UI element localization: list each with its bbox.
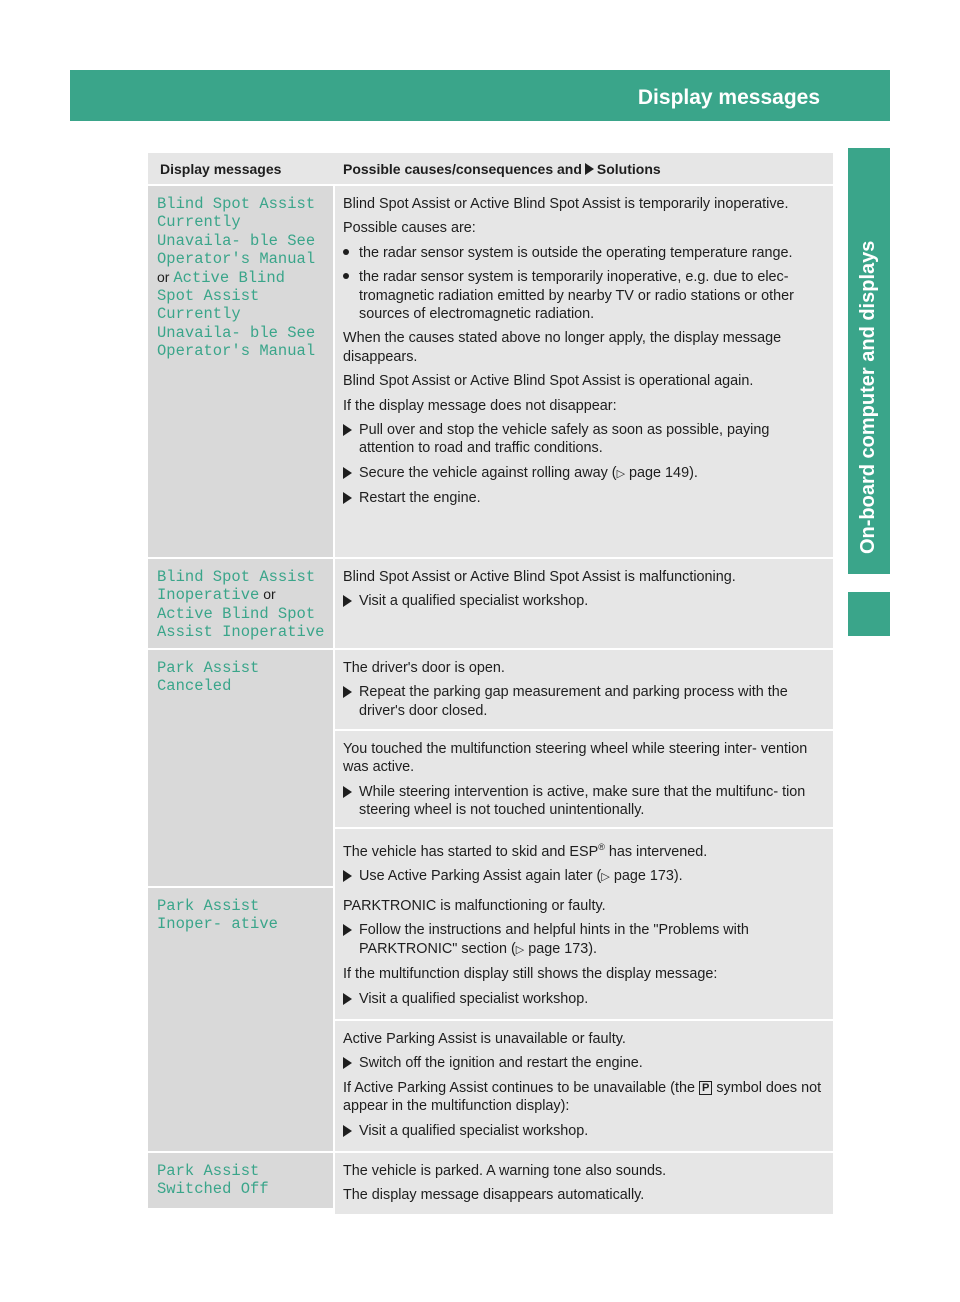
action-step: Pull over and stop the vehicle safely as soon as possible, paying attention to road and traffic conditions. (343, 421, 827, 458)
parking-symbol-icon: P (699, 1081, 712, 1095)
page-ref-icon: ▷ (601, 871, 610, 884)
action-step: Follow the instructions and helpful hints in the "Problems with PARKTRONIC" section (▷ page 173). (343, 921, 827, 959)
table-row (148, 186, 833, 559)
action-step: Secure the vehicle against rolling away (▷ page 149). (343, 464, 827, 483)
page-ref-icon: ▷ (515, 943, 525, 956)
display-message: Blind Spot Assist Inoperative or Active Blind Spot Assist Inoperative (148, 559, 335, 648)
page-ref-icon: ▷ (616, 467, 626, 480)
solutions (335, 650, 833, 886)
solution-cell: Blind Spot Assist or Active Blind Spot Assist is malfunctioning. Visit a qualified specialist workshop. (335, 559, 833, 648)
display-message: Blind Spot Assist Currently Unavaila- ble See Operator's Manual or Active Blind Spot Assist Currently Unavaila- ble See Operator's Manual (148, 186, 335, 557)
solution-cell: Active Parking Assist is unavailable or faulty. Switch off the ignition and restart the engine. If Active Parking Assist continues to be unavailable (the P symbol does not appear in the multifunction display): Visit a qualified specialist workshop. (335, 1019, 833, 1151)
action-step: While steering intervention is active, make sure that the multifunc- tion steering wheel is not touched unintentionally. (343, 783, 827, 820)
solutions (335, 186, 833, 557)
solutions (335, 1153, 833, 1208)
solution-cell: You touched the multifunction steering wheel while steering inter- vention was active. While steering intervention is active, make sure that the multifunc- tion steering wheel is not touched unintentionally. (335, 729, 833, 827)
col-header-messages: Display messages (160, 161, 282, 177)
bullet-item: the radar sensor system is temporarily inoperative, e.g. due to elec- tromagnetic radiation emitted by nearby TV or radio stations or other sources of electromagnetic radiation. (343, 268, 827, 323)
table-row (148, 888, 833, 1153)
page-number: 241 (916, 87, 947, 107)
solution-cell: The vehicle has started to skid and ESP® has intervened. Use Active Parking Assist again later (▷ page 173). (335, 827, 833, 896)
table-row (148, 650, 833, 888)
solution-cell: PARKTRONIC is malfunctioning or faulty. Follow the instructions and helpful hints in the "Problems with PARKTRONIC" section (▷ page 173). If the multifunction display still shows the display message: Visit a qualified specialist workshop. (335, 888, 833, 1019)
arrow-icon (585, 163, 594, 175)
solution-cell: Blind Spot Assist or Active Blind Spot Assist is temporarily inoperative. Possible causes are: the radar sensor system is outside the operating temperature range. the radar sensor system is temporarily inoperative, e.g. due to elec- tromagnetic radiation emitted by nearby TV or radio stations or other sources of electromagnetic radiation. When the causes stated above no longer apply, the display message disappears. Blind Spot Assist or Active Blind Spot Assist is operational again. If the display message does not disappear: Pull over and stop the vehicle safely as soon as possible, paying attention to road and traffic conditions. Secure the vehicle against rolling away (▷ page 149). Restart the engine. (335, 186, 833, 557)
action-step: Use Active Parking Assist again later (▷ page 173). (343, 867, 827, 886)
col-header-solutions: Possible causes/consequences and Solutions (343, 161, 661, 177)
action-step: Visit a qualified specialist workshop. (343, 990, 827, 1008)
section-title: Display messages (637, 86, 820, 109)
action-step: Visit a qualified specialist workshop. (343, 592, 827, 610)
table-row (148, 1153, 833, 1208)
display-messages-table (148, 153, 833, 1208)
solutions (335, 888, 833, 1151)
table-row (148, 559, 833, 650)
chapter-marker (848, 592, 890, 636)
display-message: Park Assist Canceled (148, 650, 335, 886)
solutions (335, 559, 833, 648)
page-header (70, 70, 947, 121)
action-step: Switch off the ignition and restart the engine. (343, 1054, 827, 1072)
solution-cell: The vehicle is parked. A warning tone also sounds. The display message disappears automatically. (335, 1153, 833, 1214)
bullet-item: the radar sensor system is outside the operating temperature range. (343, 244, 827, 262)
display-message: Park Assist Inoper- ative (148, 888, 335, 1151)
action-step: Restart the engine. (343, 489, 827, 507)
table-header (148, 153, 833, 186)
solution-cell: The driver's door is open. Repeat the parking gap measurement and parking process with the driver's door closed. (335, 650, 833, 729)
display-message: Park Assist Switched Off (148, 1153, 335, 1208)
action-step: Visit a qualified specialist workshop. (343, 1122, 827, 1140)
action-step: Repeat the parking gap measurement and parking process with the driver's door closed. (343, 683, 827, 720)
